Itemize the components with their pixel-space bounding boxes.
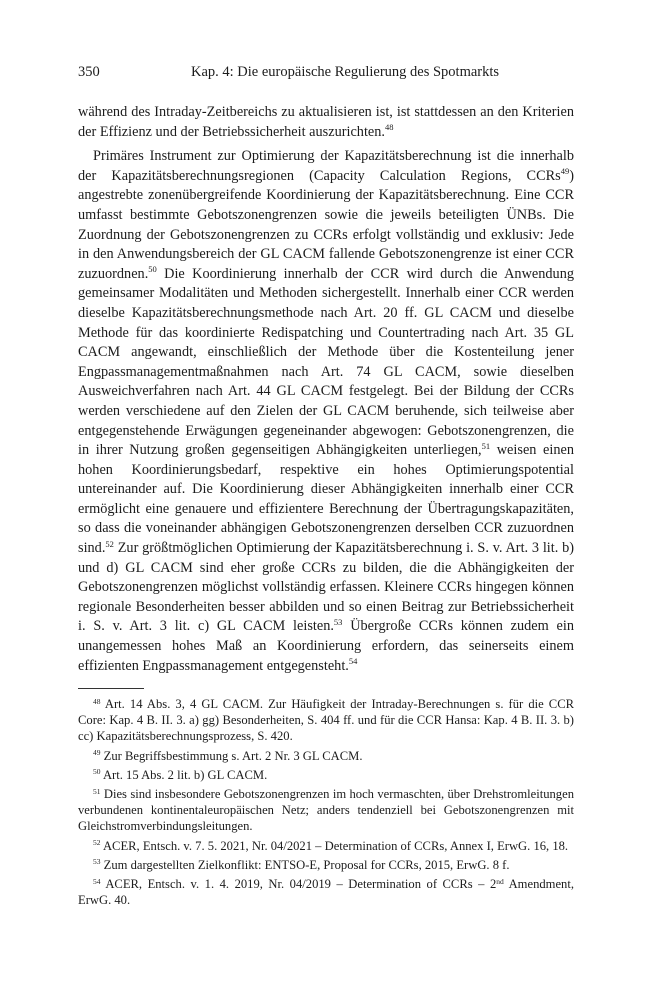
footnote-52 [78, 838, 574, 854]
footnote-53 [78, 857, 574, 873]
footnote-number: 54 [93, 876, 101, 886]
footnote-text: ACER, Entsch. v. 7. 5. 2021, Nr. 04/2021 – Determination of CCRs, Annex I, ErwG. 16, 18. [100, 838, 569, 853]
footnote-number: 49 [93, 748, 101, 758]
footnote-number: 51 [93, 786, 101, 796]
footnote-number: 52 [93, 838, 101, 848]
ordinal-suffix: nd [496, 876, 504, 886]
paragraph-ccr [78, 147, 574, 676]
paragraph-continued [78, 103, 574, 142]
paragraph-text-5: Zur größtmöglichen Optimierung der Kapazitätsberechnung i. S. v. Art. 3 lit. b) und d) GL CACM sind eher große CCRs zu bilden, die die Abhängigkeiten der Gebotszonengrenzen möglichst vollständig erfassen. Kleinere CCRs hingegen können regionale Besonderheiten besser abbilden und so einen Beitrag zur Betriebssicherheit i. S. v. Art. 3 lit. c) GL CACM leisten. [78, 540, 574, 635]
paragraph-text-2: ) angestrebte zonenübergreifende Koordinierung der Kapazitätsberechnung. Eine CCR umfasst bestimmte Gebotszonengrenzen sowie die jeweils beteiligten ÜNBs. Die Zuordnung der Gebotszonengrenzen zu CCRs erfolgt vollständig und exklusiv: Jede in den Anwendungsbereich der GL CACM fallende Gebotszonengrenze ist einer CCR zuzuordnen. [78, 167, 574, 282]
footnote-text: Art. 14 Abs. 3, 4 GL CACM. Zur Häufigkeit der Intraday-Berechnungen s. für die CCR Core: Kap. 4 B. II. 3. a) gg) Besonderheiten, S. 404 ff. und für die CCR Hansa: Kap. 4 B. II. 3. b) cc) Kapazitätsberechnungsprozess, S. 420. [78, 697, 574, 744]
running-title: Kap. 4: Die europäische Regulierung des Spotmarkts [191, 64, 500, 80]
paragraph-text-4: weisen einen hohen Koordinierungsbedarf, respektive ein hohes Optimierungspotential untereinander auf. Die Koordinierung dieser Abhängigkeiten innerhalb einer CCR ermöglicht eine genauere und effizientere Berechnung der Übertragungskapazitäten, so dass die voneinander abhängigen Gebotszonengrenzen derselben CCR zuzuordnen sind. [78, 442, 574, 557]
footnote-text: Zur Begriffsbestimmung s. Art. 2 Nr. 3 GL CACM. [100, 748, 363, 763]
footnote-text-pre: ACER, Entsch. v. 1. 4. 2019, Nr. 04/2019 – Determination of CCRs – 2 [100, 877, 497, 892]
footnote-ref-50[interactable]: 50 [148, 264, 157, 275]
footnote-number: 50 [93, 767, 101, 777]
footnote-48 [78, 696, 574, 745]
footnote-ref-53[interactable]: 53 [333, 616, 343, 627]
footnote-ref-48[interactable]: 48 [385, 122, 394, 133]
main-text [78, 103, 574, 676]
footnote-51 [78, 786, 574, 835]
footnote-text: Dies sind insbesondere Gebotszonengrenzen im hoch vermaschten, über Drehstromleitungen verbundenen kontinentaleuropäischen Netz; anders tendenziell bei Gebotszonengrenzen mit Gleichstromverbindungsleitungen. [78, 787, 574, 834]
paragraph-text-3: Die Koordinierung innerhalb der CCR wird durch die Anwendung gemeinsamer Modalitäten und Methoden sichergestellt. Innerhalb einer CCR werden dieselbe Kapazitätsberechnungsmethode nach Art. 20 ff. GL CACM und dieselbe Methode für das koordinierte Redispatching und Countertrading nach Art. 35 GL CACM angewandt, einschließlich der Methode über die Kostenteilung jener Engpassmanagementmaßnahmen nach Art. 74 GL CACM, sowie dieselben Ausweichverfahren nach Art. 44 GL CACM festgelegt. Bei der Bildung der CCRs werden verschiedene auf den Zielen der GL CACM beruhende, sich teilweise aber entgegenstehende Erwägungen gegeneinander abgewogen: Gebotszonengrenzen, die in ihrer Nutzung großen gegenseitigen Abhängigkeiten unterliegen, [78, 265, 574, 459]
footnote-text: Zum dargestellten Zielkonflikt: ENTSO-E, Proposal for CCRs, 2015, ErwG. 8 f. [100, 857, 510, 872]
paragraph-text-1: Primäres Instrument zur Optimierung der Kapazitätsberechnung ist die innerhalb der Kapazitätsberechnungsregionen (Capacity Calculation Regions, CCRs [78, 148, 574, 184]
footnotes [78, 696, 574, 911]
footnote-ref-51[interactable]: 51 [481, 440, 491, 451]
footnote-number: 53 [93, 857, 101, 867]
paragraph-text: während des Intraday-Zeitbereichs zu aktualisieren ist, ist stattdessen an den Kriterien der Effizienz und der Betriebssicherheit auszurichten. [78, 104, 574, 140]
footnote-ref-52[interactable]: 52 [105, 538, 114, 549]
page-number: 350 [78, 64, 100, 80]
footnote-50 [78, 767, 574, 783]
footnote-49 [78, 748, 574, 764]
footnote-ref-49[interactable]: 49 [560, 166, 570, 177]
running-header [78, 64, 574, 86]
paragraph-text-6: Übergroße CCRs können zudem ein unangemessen hohes Maß an Koordinierung erfordern, das seinerseits einem effizienten Engpassmanagement entgegensteht. [78, 618, 574, 674]
footnote-number: 48 [93, 696, 101, 706]
footnote-ref-54[interactable]: 54 [348, 656, 358, 667]
footnote-text-post: Amendment, ErwG. 40. [78, 877, 574, 908]
footnote-divider [78, 688, 144, 689]
footnote-text: Art. 15 Abs. 2 lit. b) GL CACM. [100, 767, 268, 782]
footnote-54 [78, 876, 574, 908]
